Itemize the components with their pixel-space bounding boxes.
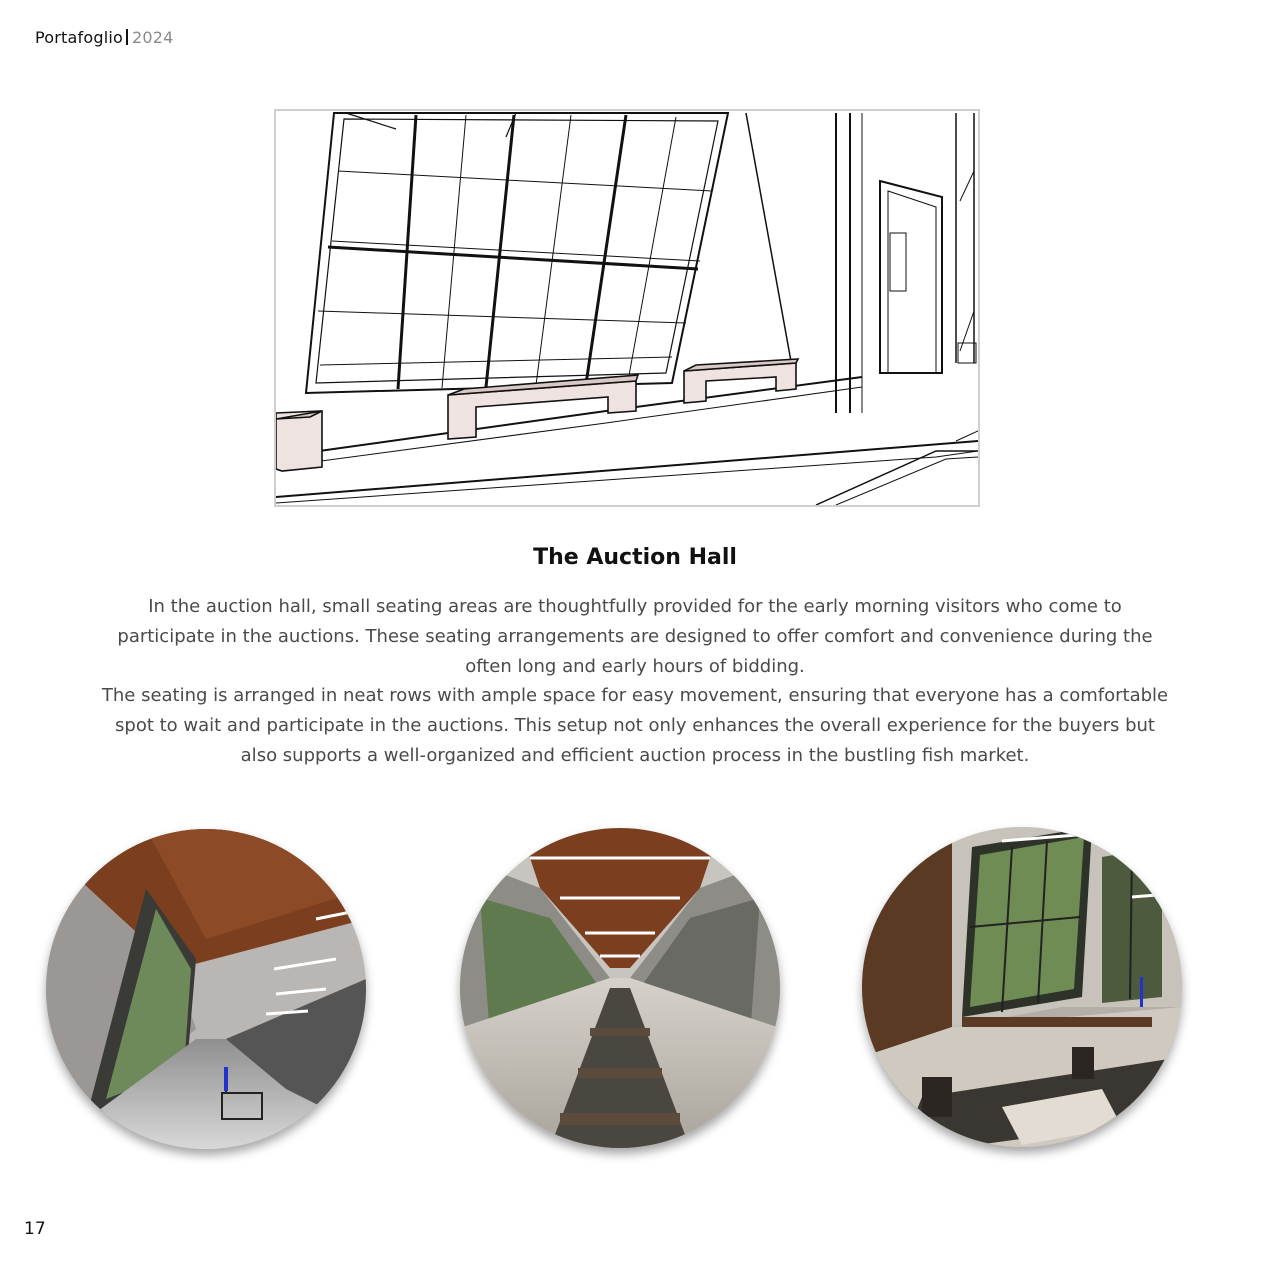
render-circle-3 (862, 827, 1182, 1147)
render-circle-1 (46, 829, 366, 1149)
header-label: Portafoglio (35, 28, 123, 47)
section-title: The Auction Hall (533, 545, 737, 570)
header-year: 2024 (131, 28, 174, 47)
render-image-1 (46, 829, 366, 1149)
sketch-image-frame (274, 109, 980, 507)
header-separator (126, 29, 128, 45)
section-body (100, 592, 1170, 771)
render-circle-2 (460, 828, 780, 1148)
paragraph-2: The seating is arranged in neat rows with ample space for easy movement, ensuring that everyone has a comfortable spot to wait and participate in the auctions. This setup not only enhances the overall experience for the buyers but also supports a well-organized and efficient auction process in the bustling fish market. (101, 685, 1169, 766)
render-image-2 (460, 828, 780, 1148)
page-header (35, 28, 174, 47)
render-image-3 (862, 827, 1182, 1147)
paragraph-1: In the auction hall, small seating areas are thoughtfully provided for the early morning visitors who come to participate in the auctions. These seating arrangements are designed to offer comfort and convenience during the often long and early hours of bidding. (117, 596, 1153, 677)
sketch-drawing (276, 111, 978, 505)
page-number: 17 (24, 1219, 46, 1239)
